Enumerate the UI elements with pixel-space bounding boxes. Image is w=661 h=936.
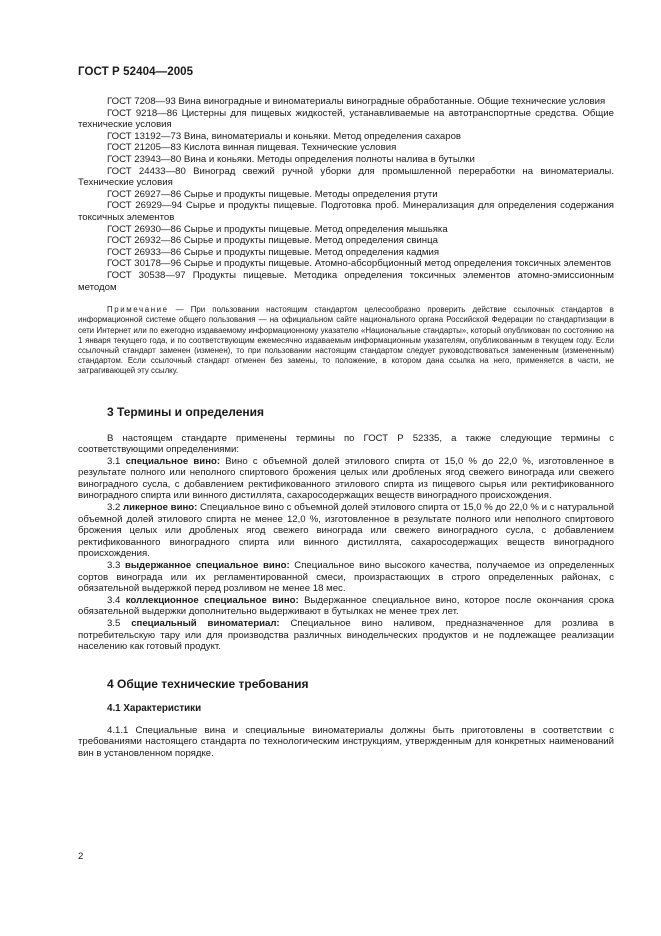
- term-definition: [78, 618, 614, 653]
- term-name: выдержанное специальное вино:: [124, 560, 290, 572]
- reference-item: ГОСТ 26930—86 Сырье и продукты пищевые. Метод определения мышьяка: [107, 223, 448, 235]
- term-number: 3.4: [107, 594, 126, 606]
- term-definition: [78, 456, 614, 502]
- reference-item: ГОСТ 26929—94 Сырье и продукты пищевые. Подготовка проб. Минерализация для определения содержания токсичных элементов: [78, 200, 614, 223]
- term-name: специальное вино:: [125, 455, 221, 467]
- reference-item: ГОСТ 7208—93 Вина виноградные и виноматериалы виноградные обработанные. Общие технические условия: [107, 96, 606, 107]
- reference-list: [78, 96, 614, 293]
- reference-item: ГОСТ 30178—96 Сырье и продукты пищевые. Атомно-абсорбционный метод определения токсичных элементов: [107, 258, 612, 270]
- reference-item: ГОСТ 24433—80 Виноград свежий ручной уборки для промышленной переработки на виноматериалы. Технические условия: [78, 165, 614, 189]
- term-number: 3.5: [107, 618, 132, 630]
- reference-item: ГОСТ 26933—86 Сырье и продукты пищевые. Метод определения кадмия: [107, 246, 440, 258]
- clause-4-1-1: 4.1.1 Специальные вина и специальные виноматериалы должны быть приготовлены в соответствии с требованиями настоящего стандарта по технологическим инструкциям, утвержденным для конкретных наименований вин в установленном порядке.: [78, 724, 614, 759]
- page-number: 2: [78, 851, 84, 862]
- reference-item: ГОСТ 26932—86 Сырье и продукты пищевые. Метод определения свинца: [107, 235, 438, 247]
- section-3-intro: В настоящем стандарте применены термины по ГОСТ Р 52335, а также следующие термины с соответствующими определениями:: [78, 432, 614, 456]
- term-text: Вино с объемной долей этилового спирта от 15,0 % до 22,0 %, изготовленное в результате полного или неполного спиртового брожения целых или дробленых ягод свежего винограда или свежего виноградного сусла, с добавлением ректификованного этилового спирта из пищевого сырья или ректификованного виноградного спирта или винного дистиллята, сахаросодержащих веществ виноградного происхождения.: [78, 455, 614, 502]
- reference-item: ГОСТ 9218—86 Цистерны для пищевых жидкостей, устанавливаемые на автотранспортные средства. Общие технические условия: [78, 107, 614, 131]
- reference-item: ГОСТ 23943—80 Вина и коньяки. Методы определения полноты налива в бутылки: [107, 153, 475, 165]
- term-number: 3.1: [107, 455, 126, 467]
- reference-item: ГОСТ 13192—73 Вина, виноматериалы и коньяки. Метод определения сахаров: [107, 130, 462, 142]
- term-number: 3.2: [107, 502, 124, 514]
- reference-item: ГОСТ 21205—83 Кислота винная пищевая. Технические условия: [107, 142, 397, 154]
- term-text: Выдержанное специальное вино, которое после окончания срока обязательной выдержки дополнительно выдерживают в бутылках не менее трех лет.: [78, 594, 614, 618]
- section-3-heading: 3 Термины и определения: [107, 404, 265, 419]
- note-text: — При пользовании настоящим стандартом целесообразно проверить действие ссылочных стандартов в информационной системе общего пользования — на официальном сайте национального органа Российской Федерации по стандартизации в сети Интернет или по ежегодно издаваемому информационному указателю «Национальные стандарты», который опубликован по состоянию на 1 января текущего года, и по соответствующим ежемесячно издаваемым информационным указателям, опубликованным в текущем году. Если ссылочный стандарт заменен (изменен), то при пользовании настоящим стандартом следует руководствоваться замененным (измененным) стандартом. Если ссылочный стандарт отменен без замены, то положение, в котором дана ссылка на него, применяется в части, не затрагивающей эту ссылку.: [78, 305, 614, 376]
- page-content: [78, 96, 614, 760]
- term-name: ликерное вино:: [123, 502, 198, 514]
- term-text: Специальное вино высокого качества, получаемое из определенных сортов винограда или их регламентированной смеси, произрастающих в строго определенных районах, с обязательной выдержкой перед розливом не менее 18 мес.: [78, 560, 614, 595]
- subsection-4-1-heading: 4.1 Характеристики: [107, 702, 202, 714]
- note-paragraph: [78, 305, 614, 376]
- note-label: Примечание: [107, 305, 169, 315]
- section-4-heading: 4 Общие технические требования: [107, 676, 309, 691]
- term-definition: [78, 560, 614, 595]
- page-header: ГОСТ Р 52404—2005: [78, 66, 194, 78]
- term-text: Специальное вино с объемной долей этилового спирта от 15,0 % до 22,0 % и с натуральной объемной долей этилового спирта не менее 12,0 %, изготовленное в результате полного или неполного спиртового брожения целых или дробленых ягод свежего винограда или свежего виноградного сусла, с добавлением ректификованного виноградного спирта или винного дистиллята, сахаросодержащих веществ виноградного происхождения.: [78, 502, 614, 560]
- term-name: коллекционное специальное вино:: [125, 594, 299, 606]
- term-number: 3.3: [107, 560, 125, 572]
- term-definition: [78, 595, 614, 618]
- term-text: Специальное вино наливом, предназначенное для розлива в потребительскую тару или для производства различных винодельческих продуктов и не подлежащее реализации населению как готовый продукт.: [78, 618, 614, 653]
- term-name: специальный виноматериал:: [131, 618, 280, 630]
- term-definition: [78, 502, 614, 560]
- reference-item: ГОСТ 26927—86 Сырье и продукты пищевые. Методы определения ртути: [107, 188, 438, 200]
- reference-item: ГОСТ 30538—97 Продукты пищевые. Методика определения токсичных элементов атомно-эмиссионным методом: [78, 269, 614, 293]
